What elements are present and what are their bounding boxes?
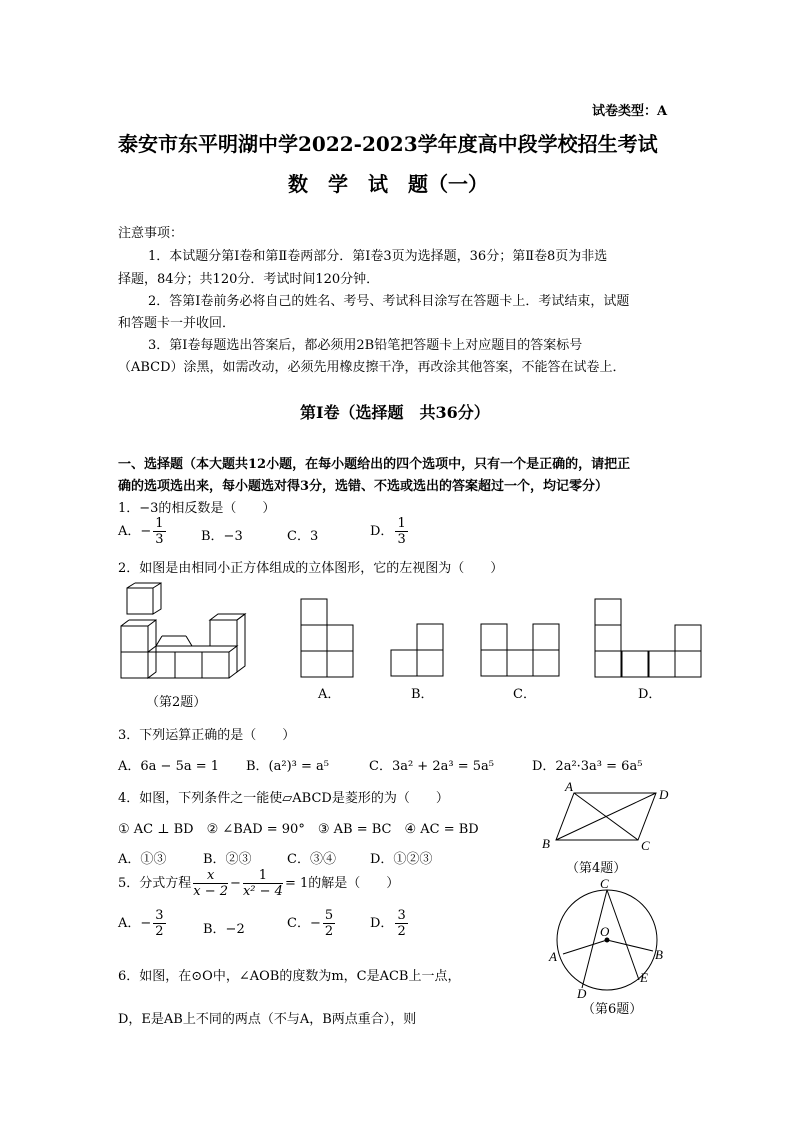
q5-c-numerator: 5 [324,908,334,923]
notice-heading: 注意事项： [118,226,184,241]
q5-fraction-2 [243,868,283,899]
q5-f2-denominator: x² − 4 [242,884,283,899]
q4-caption: （第4题） [566,861,627,876]
q5-option-c [287,908,337,939]
q1-option-d [370,516,410,547]
q2-option-d-figure [594,598,704,680]
notice-item-3-line-2: （ABCD）涂黑，如需改动，必须先用橡皮擦干净，再改涂其他答案，不能答在试卷上． [118,360,626,375]
q2-option-a-figure [300,598,356,678]
q2-stem: 2．如图是由相同小正方体组成的立体图形，它的左视图为（ ） [118,561,504,576]
q1-option-d-fraction [395,516,407,547]
q3-option-b: B．(a²)³ = a⁵ [246,759,329,774]
q4-label-a: A [565,779,573,794]
q3-stem: 3．下列运算正确的是（ ） [118,728,296,743]
q4-label-c: C [641,838,650,853]
q1-a-denominator: 3 [155,532,164,547]
page-title: 泰安市东平明湖中学2022-2023学年度高中段学校招生考试 [118,132,658,156]
q1-option-c: C．3 [287,529,319,544]
q5-option-d-fraction [395,908,407,939]
q3-option-c: C．3a² + 2a³ = 5a⁵ [369,759,494,774]
q5-option-c-prefix: C．− [287,916,321,931]
q2-option-b-label: B． [411,687,434,702]
q4-stem [118,787,449,806]
q5-option-a-fraction [153,908,165,939]
q4-conditions: ① AC ⊥ BD ② ∠BAD = 90° ③ AB = BC ④ AC = BD [118,822,479,837]
q5-stem-prefix: 5．分式方程 [118,876,192,891]
notice-item-1-line-1: 1．本试题分第Ⅰ卷和第Ⅱ卷两部分．第Ⅰ卷3页为选择题，36分；第Ⅱ卷8页为非选 [148,249,608,264]
q4-option-d: D．①②③ [370,852,433,867]
q5-f1-denominator: x − 2 [193,884,229,899]
q5-option-c-fraction [323,908,335,939]
q1-option-b: B．−3 [201,529,243,544]
part1-instructions-line-2: 确的选项选出来，每小题选对得3分，选错、不选或选出的答案超过一个，均记零分） [118,479,609,494]
q4-label-d: D [659,787,669,802]
q6-label-e: E [640,970,648,985]
q4-option-a: A．①③ [118,852,167,867]
q1-option-d-prefix: D． [370,524,394,539]
q6-label-b: B [655,947,663,962]
q2-option-c-label: C． [513,687,536,702]
q3-option-d: D．2a²·3a³ = 6a⁵ [532,759,643,774]
q4-stem-end: ABCD是菱形的为（ ） [292,791,449,806]
q4-label-b: B [542,836,550,851]
q5-c-denominator: 2 [324,924,334,939]
q5-stem-suffix: = 1的解是（ ） [284,876,400,891]
q1-stem: 1．−3的相反数是（ ） [118,501,276,516]
q5-f2-numerator: 1 [243,868,283,884]
q6-label-c: C [600,876,609,891]
notice-item-2-line-2: 和答题卡一并收回． [118,316,236,331]
q2-option-a-label: A． [318,687,341,702]
q1-d-numerator: 1 [397,516,406,531]
q5-option-a-prefix: A．− [118,916,152,931]
q6-label-a: A [549,949,557,964]
q3-option-a: A．6a − 5a = 1 [118,759,220,774]
q2-option-c-figure [480,623,562,679]
q5-option-d-prefix: D． [370,916,394,931]
q1-option-a-prefix: A．− [118,524,152,539]
q6-line-1: 6．如图，在⊙O中，∠AOB的度数为m，C是ACB上一点， [118,969,461,984]
notice-item-1-line-2: 择题，84分；共120分．考试时间120分钟． [118,272,380,287]
q2-option-d-label: D． [638,687,662,702]
q5-fraction-1 [193,868,228,899]
section-title: 第Ⅰ卷（选择题 共36分） [300,403,490,422]
q2-option-b-figure [390,623,446,679]
q6-line-2: D，E是AB上不同的两点（不与A，B两点重合），则 [118,1012,417,1027]
q4-parallelogram-figure [536,780,676,860]
q1-option-a [118,516,168,547]
parallelogram-symbol: ▱ [282,791,293,806]
q6-caption: （第6题） [582,1002,643,1017]
q5-f1-numerator: x [193,868,228,884]
q4-option-b: B．②③ [203,852,252,867]
q5-d-denominator: 2 [397,924,406,939]
q6-label-d: D [577,986,587,1001]
q5-a-denominator: 2 [155,924,164,939]
page-subtitle: 数 学 试 题（一） [288,172,488,196]
q6-circle-figure [545,876,675,1001]
q5-option-d [370,908,410,939]
q4-stem-text: 4．如图，下列条件之一能使 [118,791,283,806]
q1-d-denominator: 3 [397,532,406,547]
notice-item-2-line-1: 2．答第Ⅰ卷前务必将自己的姓名、考号、考试科目涂写在答题卡上．考试结束，试题 [148,294,630,309]
part1-instructions-line-1: 一、选择题（本大题共12小题，在每小题给出的四个选项中，只有一个是正确的，请把正 [118,457,631,472]
q5-option-b: B．−2 [203,922,245,937]
notice-item-3-line-1: 3．第Ⅰ卷每题选出答案后，都必须用2B铅笔把答题卡上对应题目的答案标号 [148,338,583,353]
q2-caption: （第2题） [146,695,207,710]
q5-option-a [118,908,168,939]
q5-stem: 5．分式方程 $\frac{x}{x - 2}$ − $\frac{1}{\text{x² − 4}}$ = 1的解是（ ） [118,868,400,899]
paper-type-label: 试卷类型：A [592,104,668,119]
q1-a-numerator: 1 [155,516,164,531]
q2-solid-figure [118,583,248,683]
q5-a-numerator: 3 [155,908,164,923]
q4-option-c: C．③④ [287,852,336,867]
q6-label-o: O [600,924,610,939]
q1-option-a-fraction [153,516,165,547]
q5-d-numerator: 3 [397,908,406,923]
